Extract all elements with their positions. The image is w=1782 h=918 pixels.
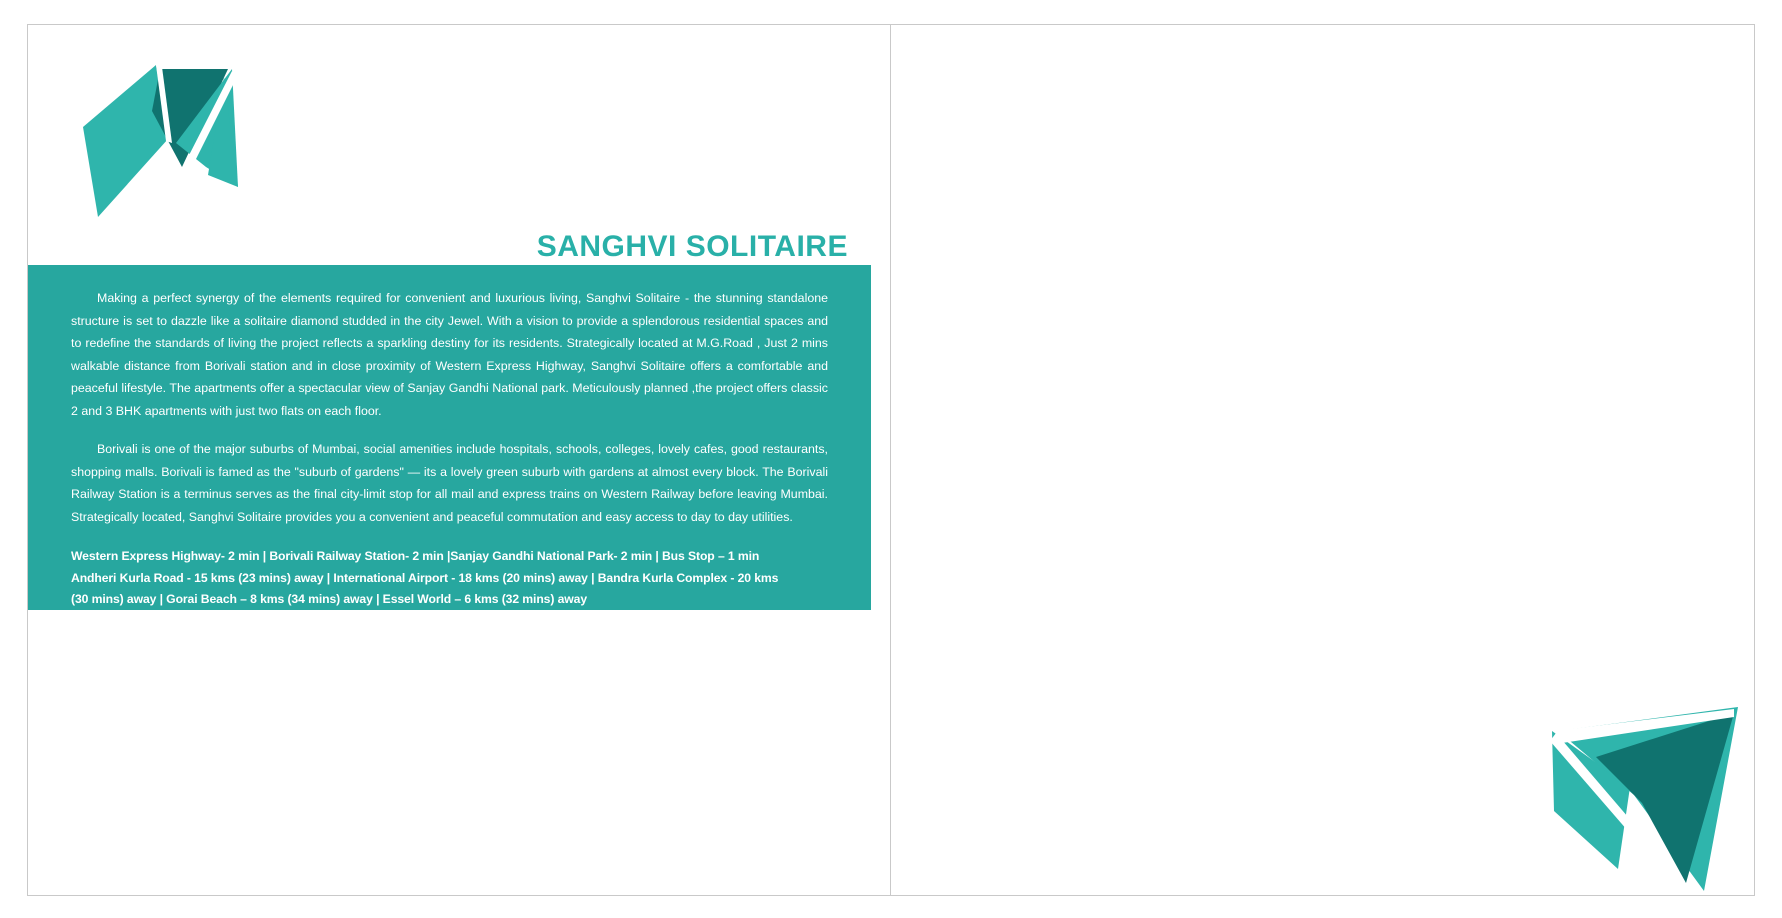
description-block	[28, 265, 871, 610]
landmark-line: Western Express Highway- 2 min | Borivali Railway Station- 2 min |Sanjay Gandhi National Park- 2 min | Bus Stop – 1 min	[71, 549, 760, 563]
page-right	[891, 24, 1755, 896]
page-title: SANGHVI SOLITAIRE	[536, 230, 848, 263]
landmark-line: Andheri Kurla Road - 15 kms (23 mins) away | International Airport - 18 kms (20 mins) away | Bandra Kurla Complex - 20 kms	[71, 570, 779, 585]
sanghvi-logo-mark-icon	[56, 47, 256, 237]
landmark-line: (30 mins) away | Gorai Beach – 8 kms (34 mins) away | Essel World – 6 kms (32 mins) away	[71, 592, 588, 606]
landmarks-list	[71, 546, 828, 611]
description-paragraph-2: Borivali is one of the major suburbs of Mumbai, social amenities include hospitals, schools, colleges, lovely cafes, good restaurants, shopping malls. Borivali is famed as the "suburb of gardens" — its a lovely green suburb with gardens at almost every block. The Borivali Railway Station is a terminus serves as the final city-limit stop for all mail and express trains on Western Railway before leaving Mumbai. Strategically located, Sanghvi Solitaire provides you a convenient and peaceful commutation and easy access to day to day utilities.	[71, 442, 828, 524]
page-left	[27, 24, 891, 896]
page-spread	[27, 24, 1755, 896]
description-paragraph-1: Making a perfect synergy of the elements required for convenient and luxurious living, Sanghvi Solitaire - the stunning standalone structure is set to dazzle like a solitaire diamond studded in the city Jewel. With a vision to provide a splendorous residential spaces and to redefine the standards of living the project reflects a sparkling destiny for its residents. Strategically located at M.G.Road , Just 2 mins walkable distance from Borivali station and in close proximity of Western Express Highway, Sanghvi Solitaire offers a comfortable and peaceful lifestyle. The apartments offer a spectacular view of Sanjay Gandhi National park. Meticulously planned ,the project offers classic 2 and 3 BHK apartments with just two flats on each floor.	[71, 291, 828, 418]
sanghvi-logo-mark-icon	[1538, 691, 1755, 896]
